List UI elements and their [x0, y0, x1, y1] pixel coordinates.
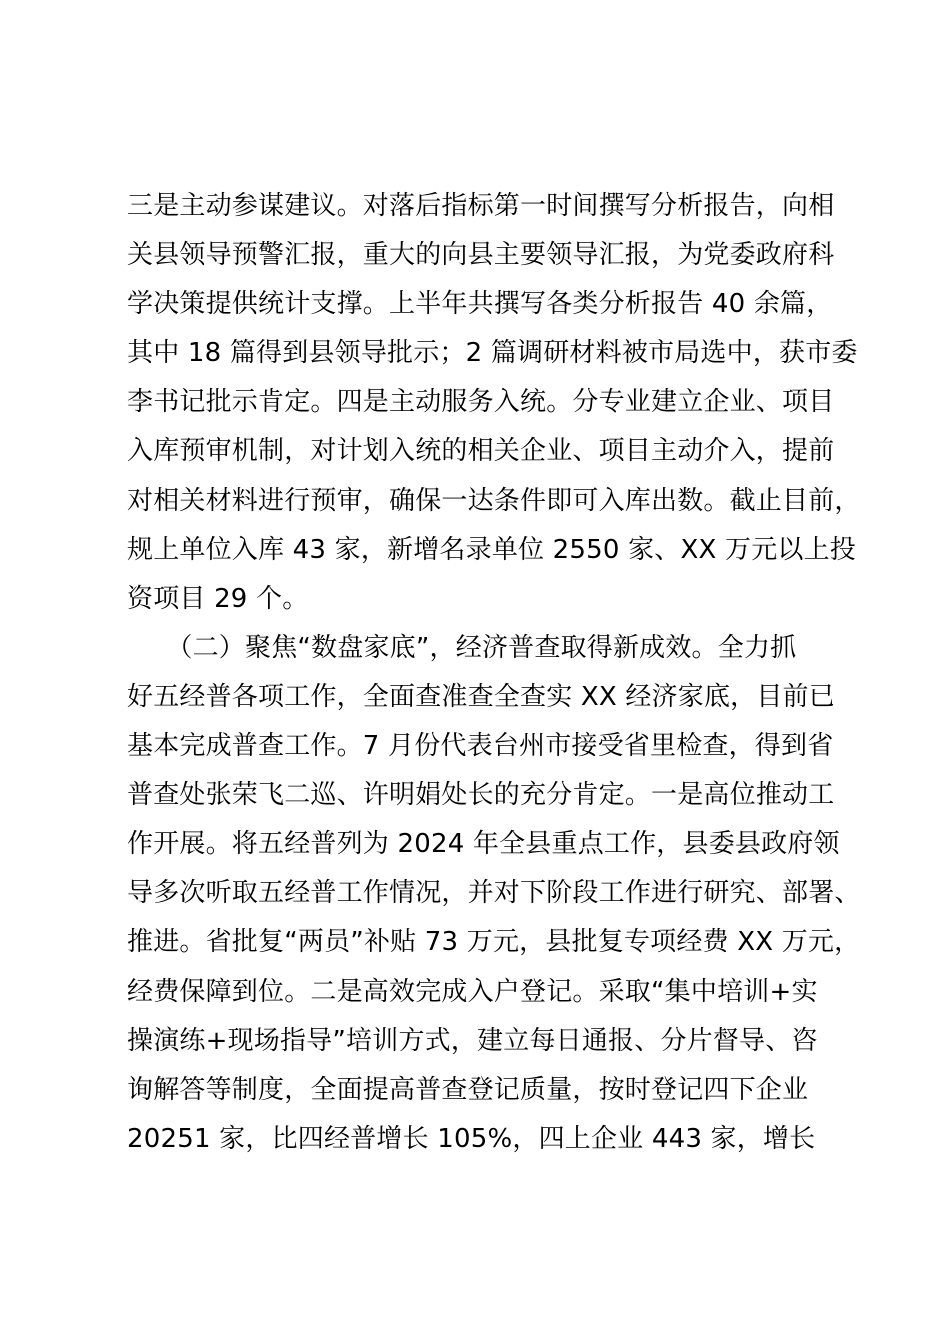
section-heading-line: （二）聚焦“数盘家底”，经济普查取得新成效。全力抓 — [127, 632, 797, 663]
text-line: 导多次听取五经普工作情况，并对下阶段工作进行研究、部署、 — [127, 878, 861, 909]
text-line: 对相关材料进行预审，确保一达条件即可入库出数。截止目前， — [127, 485, 861, 516]
text-line: 经费保障到位。二是高效完成入户登记。采取“集中培训+实 — [127, 976, 818, 1007]
text-line: 其中 18 篇得到县领导批示；2 篇调研材料被市局选中，获市委 — [127, 338, 858, 369]
text-line: 好五经普各项工作，全面查准查全查实 XX 经济家底，目前已 — [127, 681, 835, 712]
text-line: 关县领导预警汇报，重大的向县主要领导汇报，为党委政府科 — [127, 240, 835, 271]
text-line: 规上单位入库 43 家，新增名录单位 2550 家、XX 万元以上投 — [127, 534, 856, 565]
text-line: 推进。省批复“两员”补贴 73 万元，县批复专项经费 XX 万元， — [127, 927, 861, 958]
text-line: 李书记批示肯定。四是主动服务入统。分专业建立企业、项目 — [127, 387, 835, 418]
body-text — [127, 182, 861, 1164]
text-line: 入库预审机制，对计划入统的相关企业、项目主动介入，提前 — [127, 436, 835, 467]
text-line: 作开展。将五经普列为 2024 年全县重点工作，县委县政府领 — [127, 829, 840, 860]
text-line: 基本完成普查工作。7 月份代表台州市接受省里检查，得到省 — [127, 731, 834, 762]
text-line: 20251 家，比四经普增长 105%，四上企业 443 家，增长 — [127, 1123, 816, 1154]
text-line: 普查处张荣飞二巡、许明娟处长的充分肯定。一是高位推动工 — [127, 780, 835, 811]
text-line: 三是主动参谋建议。对落后指标第一时间撰写分析报告，向相 — [127, 191, 835, 221]
text-line: 询解答等制度，全面提高普查登记质量，按时登记四下企业 — [127, 1074, 809, 1105]
text-line: 资项目 29 个。 — [127, 583, 309, 614]
text-line: 学决策提供统计支撑。上半年共撰写各类分析报告 40 余篇， — [127, 289, 833, 320]
text-line: 操演练+现场指导”培训方式，建立每日通报、分片督导、咨 — [127, 1025, 818, 1056]
